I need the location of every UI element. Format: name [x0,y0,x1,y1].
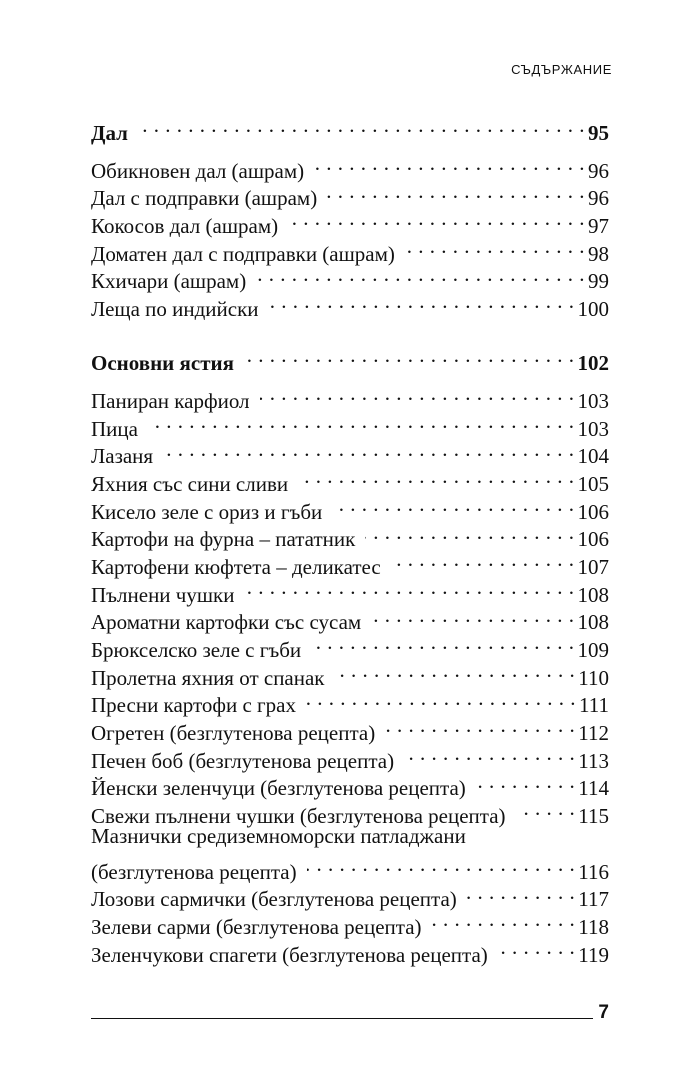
dot-leader [244,574,574,602]
dot-leader [138,110,585,140]
toc-entry-page: 119 [578,942,609,967]
dot-leader [432,906,576,934]
dot-leader [371,602,574,630]
dot-leader [298,463,574,491]
toc-heading[interactable] [91,110,609,145]
toc-entry-page: 111 [579,693,609,718]
toc-heading-page: 102 [577,351,609,376]
toc-entry-page: 98 [588,241,609,266]
toc-entry-page: 100 [577,297,609,322]
toc-entry-page: 106 [577,499,609,524]
dot-leader [385,712,575,740]
toc-entry-title: Паниран карфиол [91,388,250,413]
dot-leader [405,233,585,261]
dot-leader [516,795,576,823]
toc-entry-page: 107 [577,554,609,579]
running-head: СЪДЪРЖАНИЕ [511,62,612,77]
toc-entry-title: Картофени кюфтета – деликатес [91,554,381,579]
toc-entry-title: Лозови сармички (безглутенова рецепта) [91,887,457,912]
toc-entry-page: 112 [578,721,609,746]
dot-leader [476,768,575,796]
footer-rule [91,1018,593,1019]
dot-leader [365,519,574,547]
dot-leader [244,340,575,370]
toc-entry-page: 117 [578,887,609,912]
toc-entry[interactable] [91,436,609,469]
dot-leader [269,288,575,316]
toc-entry-page: 108 [577,610,609,635]
dot-leader [311,629,574,657]
toc-entry-title: Кокосов дал (ашрам) [91,214,279,239]
toc-entry-page: 96 [588,186,609,211]
dot-leader [327,178,585,206]
toc-entry-page: 108 [577,582,609,607]
toc-heading-title: Основни ястия [91,351,234,376]
toc-entry[interactable] [91,463,609,496]
toc-entry-title: Лазаня [91,444,154,469]
toc-entry-title: Ароматни картофки със сусам [91,610,362,635]
dot-leader [288,205,585,233]
dot-leader [148,408,575,436]
toc-entry[interactable] [91,851,609,884]
toc-entry-title: Пица [91,416,138,441]
toc-entry[interactable] [91,380,609,413]
toc-entry-title: Йенски зеленчуци (безглутенова рецепта) [91,776,466,801]
page-footer [91,1000,609,1022]
toc-entry-page: 115 [578,804,609,829]
toc-section-main-dishes [91,340,609,967]
toc-entry-page: 114 [578,776,609,801]
dot-leader [307,851,576,879]
dot-leader [332,491,574,519]
toc-entry-title: Мазнички средиземноморски патладжани [91,824,466,849]
toc-entry-title: Огретен (безглутенова рецепта) [91,721,376,746]
toc-entry-title: Пълнени чушки [91,582,235,607]
toc-entry-page: 116 [578,859,609,884]
dot-leader [467,879,575,907]
toc-heading[interactable] [91,340,609,376]
toc-entry-page: 110 [578,665,609,690]
toc-entry-first-line[interactable] [91,823,609,851]
toc-entry-title: Картофи на фурна – пататник [91,527,356,552]
toc-entry-title: Дал с подправки (ашрам) [91,186,318,211]
toc-entry-title: Яхния със сини сливи [91,471,289,496]
toc-entry-page: 96 [588,158,609,183]
page-number: 7 [598,1002,609,1023]
toc-entry-page: 105 [577,471,609,496]
toc-entry-title: (безглутенова рецепта) [91,859,297,884]
table-of-contents [91,110,609,967]
dot-leader [163,436,574,464]
toc-entry-title: Зелеви сарми (безглутенова рецепта) [91,914,422,939]
toc-entry-page: 113 [578,748,609,773]
toc-entry-page: 106 [577,527,609,552]
toc-entry[interactable] [91,150,609,183]
toc-entry-title: Леща по индийски [91,297,259,322]
toc-entry-title: Свежи пълнени чушки (безглутенова рецепта) [91,804,506,829]
toc-entry[interactable] [91,408,609,441]
dot-leader [306,685,576,713]
dot-leader [498,934,575,962]
toc-entry-page: 118 [578,914,609,939]
toc-entry-title: Брюкселско зеле с гъби [91,638,302,662]
toc-entry-page: 104 [577,444,609,469]
dot-leader [335,657,576,685]
toc-entry-page: 103 [577,388,609,413]
toc-entry-title: Обикновен дал (ашрам) [91,158,305,183]
toc-entry-page: 109 [577,638,609,662]
toc-heading-page: 95 [588,121,609,145]
dot-leader [256,261,585,289]
dot-leader [260,380,575,408]
toc-entry-page: 97 [588,214,609,239]
toc-entry-title: Зеленчукови спагети (безглутенова рецепта) [91,942,488,967]
toc-entry-page: 103 [577,416,609,441]
toc-entry-title: Доматен дал с подправки (ашрам) [91,241,395,266]
toc-entry-title: Пролетна яхния от спанак [91,665,325,690]
toc-entry-title: Пресни картофи с грах [91,693,296,718]
toc-entry-title: Печен боб (безглутенова рецепта) [91,748,395,773]
dot-leader [314,150,585,178]
dot-leader [391,546,575,574]
toc-section-dal [91,110,609,322]
dot-leader [404,740,575,768]
toc-entry-title: Кхичари (ашрам) [91,269,247,294]
toc-entry-page: 99 [588,269,609,294]
toc-entry-title: Кисело зеле с ориз и гъби [91,499,323,524]
toc-heading-title: Дал [91,121,128,145]
